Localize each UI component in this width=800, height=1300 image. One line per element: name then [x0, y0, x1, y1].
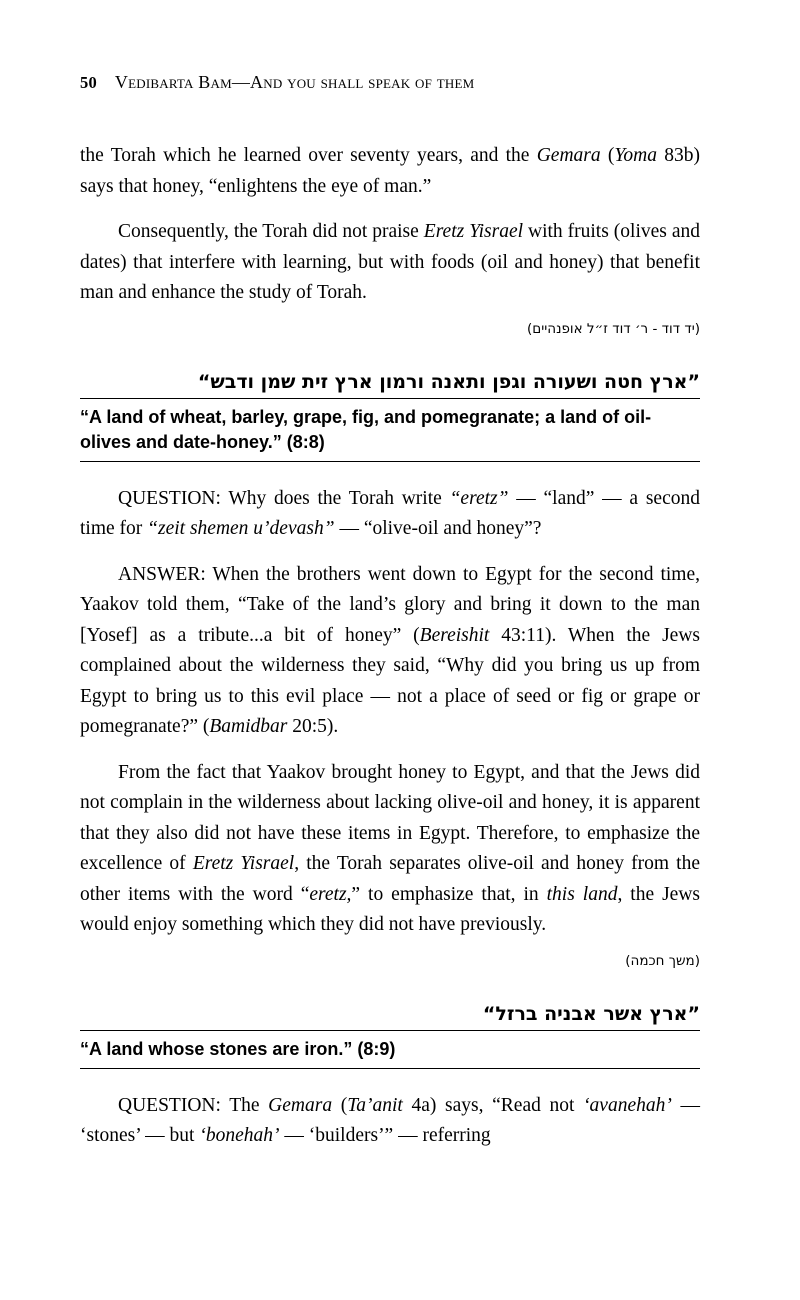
- text-run: 4a) says, “Read not: [402, 1094, 584, 1116]
- text-run: 20:5).: [287, 716, 339, 737]
- text-run: ” to emphasize that, in: [351, 883, 547, 905]
- paragraph-answer-1: [80, 560, 700, 743]
- paragraph-question-1: [80, 484, 700, 545]
- section-heading-2: [80, 1003, 700, 1069]
- text-italic-this-land: this land: [546, 883, 618, 905]
- section-heading-1: [80, 371, 700, 462]
- text-run: , the Jews would enjoy something which they did not have previously.: [80, 883, 700, 935]
- text-run: Consequently, the Torah did not praise: [118, 221, 424, 242]
- text-run: (: [600, 145, 615, 166]
- question-answer-block-1: [80, 484, 700, 941]
- text-italic-bonehah: ‘bonehah’: [199, 1125, 280, 1146]
- heading-rule-top: [80, 398, 700, 399]
- text-run: — ‘builders’” — referring: [279, 1125, 491, 1146]
- paragraph-consequently: [80, 217, 700, 309]
- text-italic-eretz-yisrael: Eretz Yisrael: [423, 221, 524, 242]
- paragraph-question-2: [80, 1091, 700, 1152]
- source-citation-1: (יד דוד - ר׳ דוד ז״ל אופנהיים): [526, 320, 700, 337]
- body-content: [80, 141, 700, 1152]
- text-run: 83b) says that honey, “enlightens the eye of man.”: [80, 145, 700, 197]
- heading-rule-top-2: [80, 1030, 700, 1031]
- text-run: the Torah which he learned over seventy years, and the: [80, 145, 537, 166]
- text-italic-bereishit: Bereishit: [419, 624, 490, 646]
- text-italic-yoma: Yoma: [614, 145, 657, 166]
- text-italic-eretz-2: eretz,: [309, 883, 352, 905]
- text-italic-gemara: Gemara: [536, 145, 601, 166]
- question-answer-block-2: [80, 1091, 700, 1152]
- text-italic-gemara-2: Gemara: [268, 1094, 333, 1116]
- text-run: (: [332, 1094, 348, 1116]
- text-run: , the Torah separates olive-oil and honey from the other items with the word “: [80, 853, 700, 905]
- document-page: [80, 0, 700, 1300]
- text-run: QUESTION: Why does the Torah write: [118, 487, 450, 509]
- text-italic-eretz-yisrael-2: Eretz Yisrael: [192, 853, 295, 874]
- text-italic-zeit-shemen: “zeit shemen u’devash”: [147, 518, 335, 539]
- english-verse-heading-2: “A land whose stones are iron.” (8:9): [80, 1037, 700, 1069]
- running-title: Vedibarta Bam—And you shall speak of them: [114, 72, 475, 92]
- text-run: — “olive-oil and honey”?: [334, 518, 542, 539]
- text-run: From the fact that Yaakov brought honey to Egypt, and that the Jews did not complain in the wilderness about lacking olive-oil and honey, it is apparent that they also did not have these items in Egypt. Therefore, to emphasize the excellence of: [80, 761, 700, 874]
- paragraph-answer-1-cont: [80, 758, 700, 941]
- text-run: with fruits (olives and dates) that interfere with learning, but with foods (oil and honey) that benefit man and enhance the study of Torah.: [80, 221, 700, 303]
- text-italic-taanit: Ta’anit: [347, 1094, 403, 1116]
- text-run: ANSWER: When the brothers went down to Egypt for the second time, Yaakov told them, “Take of the land’s glory and bring it down to the man [Yosef] as a tribute...a bit of honey” (: [80, 563, 700, 646]
- text-italic-avanehah: ‘avanehah’: [583, 1094, 672, 1116]
- text-italic-bamidbar: Bamidbar: [209, 716, 288, 737]
- page-number: 50: [80, 73, 97, 92]
- paragraph-continuation: [80, 141, 700, 202]
- text-italic-eretz: “eretz”: [449, 487, 509, 509]
- running-head: [80, 72, 700, 93]
- hebrew-verse-heading-1: ”ארץ חטה ושעורה וגפן ותאנה ורמון ארץ זית שמן ודבש“: [197, 370, 700, 393]
- hebrew-verse-heading-2: ”ארץ אשר אבניה ברזל“: [482, 1002, 700, 1025]
- text-run: — ‘stones’ — but: [80, 1094, 701, 1146]
- text-run: — “land” — a second time for: [80, 487, 700, 539]
- source-citation-2: (משך חכמה): [625, 952, 700, 969]
- text-run: 43:11). When the Jews complained about the wilderness they said, “Why did you bring us up from Egypt to bring us to this evil place — not a place of seed or fig or grape or pomegranate?” (: [80, 624, 700, 737]
- text-run: QUESTION: The: [118, 1094, 269, 1116]
- english-verse-heading-1: “A land of wheat, barley, grape, fig, and pomegranate; a land of oil-olives and date-honey.” (8:8): [80, 405, 700, 462]
